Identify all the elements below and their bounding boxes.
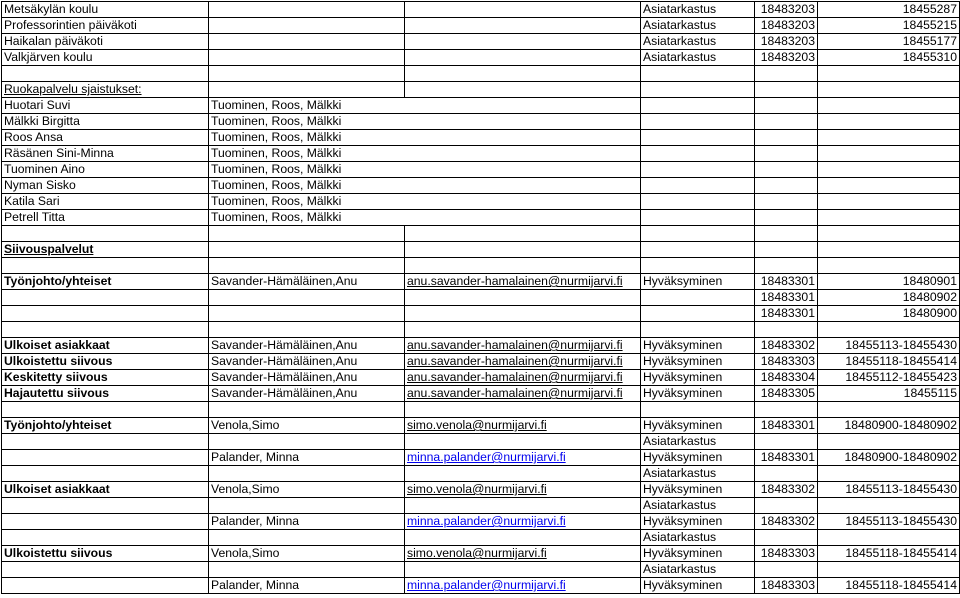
code1-cell: 18483302 bbox=[755, 514, 818, 530]
table-row bbox=[2, 370, 960, 386]
code1-cell: 18483301 bbox=[755, 306, 818, 322]
person-name: Nyman Sisko bbox=[2, 178, 209, 194]
assign-cell: Tuominen, Roos, Mälkki bbox=[209, 178, 641, 194]
table-row bbox=[2, 450, 960, 466]
person-cell: Savander-Hämäläinen,Anu bbox=[209, 370, 405, 386]
table-row bbox=[2, 274, 960, 290]
role-cell: Hyväksyminen bbox=[641, 450, 755, 466]
table-row bbox=[2, 2, 960, 18]
role-cell: Hyväksyminen bbox=[641, 274, 755, 290]
email-link[interactable]: anu.savander-hamalainen@nurmijarvi.fi bbox=[405, 370, 641, 386]
role-cell: Hyväksyminen bbox=[641, 370, 755, 386]
code1-cell: 18483302 bbox=[755, 482, 818, 498]
person-name: Katila Sari bbox=[2, 194, 209, 210]
email-link[interactable]: simo.venola@nurmijarvi.fi bbox=[405, 418, 641, 434]
person-cell: Savander-Hämäläinen,Anu bbox=[209, 338, 405, 354]
code2-cell: 18455215 bbox=[818, 18, 960, 34]
role-cell: Hyväksyminen bbox=[641, 418, 755, 434]
code1-cell: 18483303 bbox=[755, 354, 818, 370]
code2-cell: 18455113-18455430 bbox=[818, 338, 960, 354]
blank-row bbox=[2, 402, 960, 418]
data-table bbox=[1, 1, 960, 594]
blank-row bbox=[2, 226, 960, 242]
table-row bbox=[2, 162, 960, 178]
table-row bbox=[2, 498, 960, 514]
table-row bbox=[2, 306, 960, 322]
table-row bbox=[2, 34, 960, 50]
code2-cell: 18455113-18455430 bbox=[818, 482, 960, 498]
table-row bbox=[2, 210, 960, 226]
school-name: Valkjärven koulu bbox=[2, 50, 209, 66]
role-cell: Asiatarkastus bbox=[641, 530, 755, 546]
assign-cell: Tuominen, Roos, Mälkki bbox=[209, 194, 641, 210]
unit-label: Työnjohto/yhteiset bbox=[2, 274, 209, 290]
code2-cell: 18480900-18480902 bbox=[818, 418, 960, 434]
blank-row bbox=[2, 258, 960, 274]
code2-cell: 18455177 bbox=[818, 34, 960, 50]
code1-cell: 18483303 bbox=[755, 546, 818, 562]
table-row bbox=[2, 546, 960, 562]
person-cell: Palander, Minna bbox=[209, 514, 405, 530]
table-row bbox=[2, 178, 960, 194]
table-row bbox=[2, 386, 960, 402]
code1-cell: 18483301 bbox=[755, 274, 818, 290]
person-cell: Savander-Hämäläinen,Anu bbox=[209, 386, 405, 402]
unit-label: Ulkoiset asiakkaat bbox=[2, 338, 209, 354]
assign-cell: Tuominen, Roos, Mälkki bbox=[209, 130, 641, 146]
school-name: Metsäkylän koulu bbox=[2, 2, 209, 18]
unit-label: Ulkoistettu siivous bbox=[2, 354, 209, 370]
email-link[interactable]: anu.savander-hamalainen@nurmijarvi.fi bbox=[405, 386, 641, 402]
table-row bbox=[2, 418, 960, 434]
role-cell: Hyväksyminen bbox=[641, 514, 755, 530]
section-heading: Ruokapalvelu sjaistukset: bbox=[2, 82, 209, 98]
code1-cell: 18483305 bbox=[755, 386, 818, 402]
table-row bbox=[2, 434, 960, 450]
person-cell: Palander, Minna bbox=[209, 450, 405, 466]
code1-cell: 18483303 bbox=[755, 578, 818, 594]
table-row bbox=[2, 354, 960, 370]
email-link[interactable]: anu.savander-hamalainen@nurmijarvi.fi bbox=[405, 274, 641, 290]
person-cell: Venola,Simo bbox=[209, 418, 405, 434]
unit-label: Työnjohto/yhteiset bbox=[2, 418, 209, 434]
table-row bbox=[2, 482, 960, 498]
person-cell: Palander, Minna bbox=[209, 578, 405, 594]
code2-cell: 18480901 bbox=[818, 274, 960, 290]
person-cell: Venola,Simo bbox=[209, 482, 405, 498]
table-row bbox=[2, 82, 960, 98]
code2-cell: 18455112-18455423 bbox=[818, 370, 960, 386]
table-row bbox=[2, 114, 960, 130]
table-row bbox=[2, 514, 960, 530]
person-name: Huotari Suvi bbox=[2, 98, 209, 114]
code1-cell: 18483301 bbox=[755, 450, 818, 466]
assign-cell: Tuominen, Roos, Mälkki bbox=[209, 210, 641, 226]
code1-cell: 18483203 bbox=[755, 2, 818, 18]
table-row bbox=[2, 578, 960, 594]
assign-cell: Tuominen, Roos, Mälkki bbox=[209, 162, 641, 178]
table-row bbox=[2, 50, 960, 66]
email-link[interactable]: simo.venola@nurmijarvi.fi bbox=[405, 546, 641, 562]
table-row bbox=[2, 466, 960, 482]
section-heading: Siivouspalvelut bbox=[2, 242, 209, 258]
person-name: Räsänen Sini-Minna bbox=[2, 146, 209, 162]
assign-cell: Tuominen, Roos, Mälkki bbox=[209, 146, 641, 162]
email-link[interactable]: minna.palander@nurmijarvi.fi bbox=[405, 578, 641, 594]
table-row bbox=[2, 290, 960, 306]
table-row bbox=[2, 130, 960, 146]
code2-cell: 18455113-18455430 bbox=[818, 514, 960, 530]
code1-cell: 18483203 bbox=[755, 34, 818, 50]
role-cell: Asiatarkastus bbox=[641, 34, 755, 50]
role-cell: Asiatarkastus bbox=[641, 50, 755, 66]
email-link[interactable]: minna.palander@nurmijarvi.fi bbox=[405, 514, 641, 530]
code1-cell: 18483301 bbox=[755, 290, 818, 306]
code1-cell: 18483203 bbox=[755, 50, 818, 66]
code1-cell: 18483301 bbox=[755, 418, 818, 434]
unit-label: Keskitetty siivous bbox=[2, 370, 209, 386]
person-name: Petrell Titta bbox=[2, 210, 209, 226]
table-row bbox=[2, 530, 960, 546]
table-row bbox=[2, 146, 960, 162]
code2-cell: 18480902 bbox=[818, 290, 960, 306]
blank-row bbox=[2, 322, 960, 338]
role-cell: Hyväksyminen bbox=[641, 354, 755, 370]
role-cell: Hyväksyminen bbox=[641, 386, 755, 402]
code2-cell: 18455118-18455414 bbox=[818, 546, 960, 562]
role-cell: Hyväksyminen bbox=[641, 546, 755, 562]
role-cell: Hyväksyminen bbox=[641, 338, 755, 354]
unit-label: Ulkoiset asiakkaat bbox=[2, 482, 209, 498]
code1-cell: 18483302 bbox=[755, 338, 818, 354]
table-row bbox=[2, 194, 960, 210]
person-cell: Savander-Hämäläinen,Anu bbox=[209, 354, 405, 370]
person-cell: Venola,Simo bbox=[209, 546, 405, 562]
email-link[interactable]: anu.savander-hamalainen@nurmijarvi.fi bbox=[405, 338, 641, 354]
table-row bbox=[2, 242, 960, 258]
school-name: Haikalan päiväkoti bbox=[2, 34, 209, 50]
email-link[interactable]: anu.savander-hamalainen@nurmijarvi.fi bbox=[405, 354, 641, 370]
table-row bbox=[2, 562, 960, 578]
code2-cell: 18455115 bbox=[818, 386, 960, 402]
person-cell: Savander-Hämäläinen,Anu bbox=[209, 274, 405, 290]
person-name: Tuominen Aino bbox=[2, 162, 209, 178]
assign-cell: Tuominen, Roos, Mälkki bbox=[209, 98, 641, 114]
code2-cell: 18455118-18455414 bbox=[818, 354, 960, 370]
table-row bbox=[2, 18, 960, 34]
role-cell: Asiatarkastus bbox=[641, 498, 755, 514]
table-row bbox=[2, 98, 960, 114]
code2-cell: 18455287 bbox=[818, 2, 960, 18]
table-row bbox=[2, 338, 960, 354]
assign-cell: Tuominen, Roos, Mälkki bbox=[209, 114, 641, 130]
email-link[interactable]: minna.palander@nurmijarvi.fi bbox=[405, 450, 641, 466]
unit-label: Ulkoistettu siivous bbox=[2, 546, 209, 562]
school-name: Professorintien päiväkoti bbox=[2, 18, 209, 34]
code1-cell: 18483203 bbox=[755, 18, 818, 34]
role-cell: Asiatarkastus bbox=[641, 562, 755, 578]
role-cell: Hyväksyminen bbox=[641, 578, 755, 594]
person-name: Roos Ansa bbox=[2, 130, 209, 146]
code2-cell: 18455310 bbox=[818, 50, 960, 66]
spreadsheet bbox=[1, 1, 959, 596]
role-cell: Hyväksyminen bbox=[641, 482, 755, 498]
role-cell: Asiatarkastus bbox=[641, 434, 755, 450]
email-link[interactable]: simo.venola@nurmijarvi.fi bbox=[405, 482, 641, 498]
role-cell: Asiatarkastus bbox=[641, 2, 755, 18]
code2-cell: 18455118-18455414 bbox=[818, 578, 960, 594]
code2-cell: 18480900-18480902 bbox=[818, 450, 960, 466]
code2-cell: 18480900 bbox=[818, 306, 960, 322]
unit-label: Hajautettu siivous bbox=[2, 386, 209, 402]
role-cell: Asiatarkastus bbox=[641, 466, 755, 482]
code1-cell: 18483304 bbox=[755, 370, 818, 386]
role-cell: Asiatarkastus bbox=[641, 18, 755, 34]
person-name: Mälkki Birgitta bbox=[2, 114, 209, 130]
blank-row bbox=[2, 66, 960, 82]
